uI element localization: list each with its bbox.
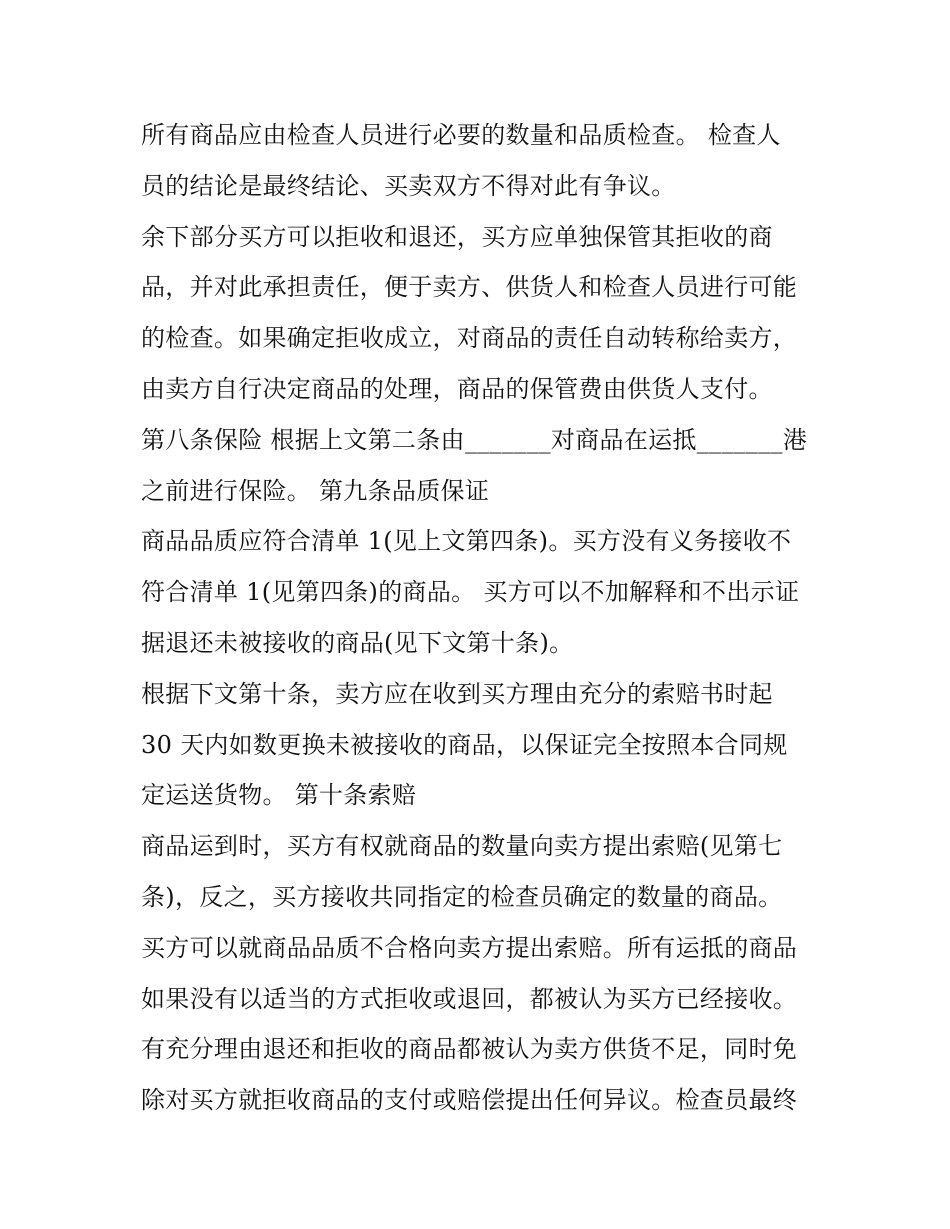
text-line: 商品运到时，买方有权就商品的数量向卖方提出索赔(见第七 (141, 832, 783, 861)
text-line: 如果没有以适当的方式拒收或退回，都被认为买方已经接收。 (141, 984, 798, 1013)
text-line: 员的结论是最终结论、买卖双方不得对此有争议。 (141, 171, 676, 200)
text-line: 品，并对此承担责任，便于卖方、供货人和检查人员进行可能 (141, 273, 798, 302)
text-line: 符合清单 1(见第四条)的商品。 买方可以不加解释和不出示证 (141, 578, 800, 607)
text-line: 商品品质应符合清单 1(见上文第四条)。买方没有义务接收不 (141, 527, 792, 556)
text-line: 有充分理由退还和拒收的商品都被认为卖方供货不足，同时免 (141, 1035, 798, 1064)
text-line: 条)，反之，买方接收共同指定的检查员确定的数量的商品。 (141, 882, 783, 911)
text-line: 之前进行保险。 第九条品质保证 (141, 476, 490, 505)
text-line: 由卖方自行决定商品的处理，商品的保管费由供货人支付。 (141, 374, 773, 403)
text-line: 的检查。如果确定拒收成立，对商品的责任自动转称给卖方， (141, 324, 798, 353)
text-line: 余下部分买方可以拒收和退还，买方应单独保管其拒收的商 (141, 222, 773, 251)
document-body (141, 110, 821, 1126)
text-line: 第八条保险 根据上文第二条由_______对商品在运抵_______港 (141, 425, 808, 454)
text-line: 所有商品应由检查人员进行必要的数量和品质检查。 检查人 (141, 121, 781, 149)
text-line: 买方可以就商品品质不合格向卖方提出索赔。所有运抵的商品 (141, 933, 798, 962)
text-line: 除对买方就拒收商品的支付或赔偿提出任何异议。检查员最终 (141, 1086, 798, 1115)
text-line: 30 天内如数更换未被接收的商品，以保证完全按照本合同规 (141, 730, 788, 759)
text-line: 定运送货物。 第十条索赔 (141, 781, 417, 810)
text-line: 根据下文第十条，卖方应在收到买方理由充分的索赔书时起 (141, 679, 773, 708)
text-line: 据退还未被接收的商品(见下文第十条)。 (141, 628, 574, 657)
